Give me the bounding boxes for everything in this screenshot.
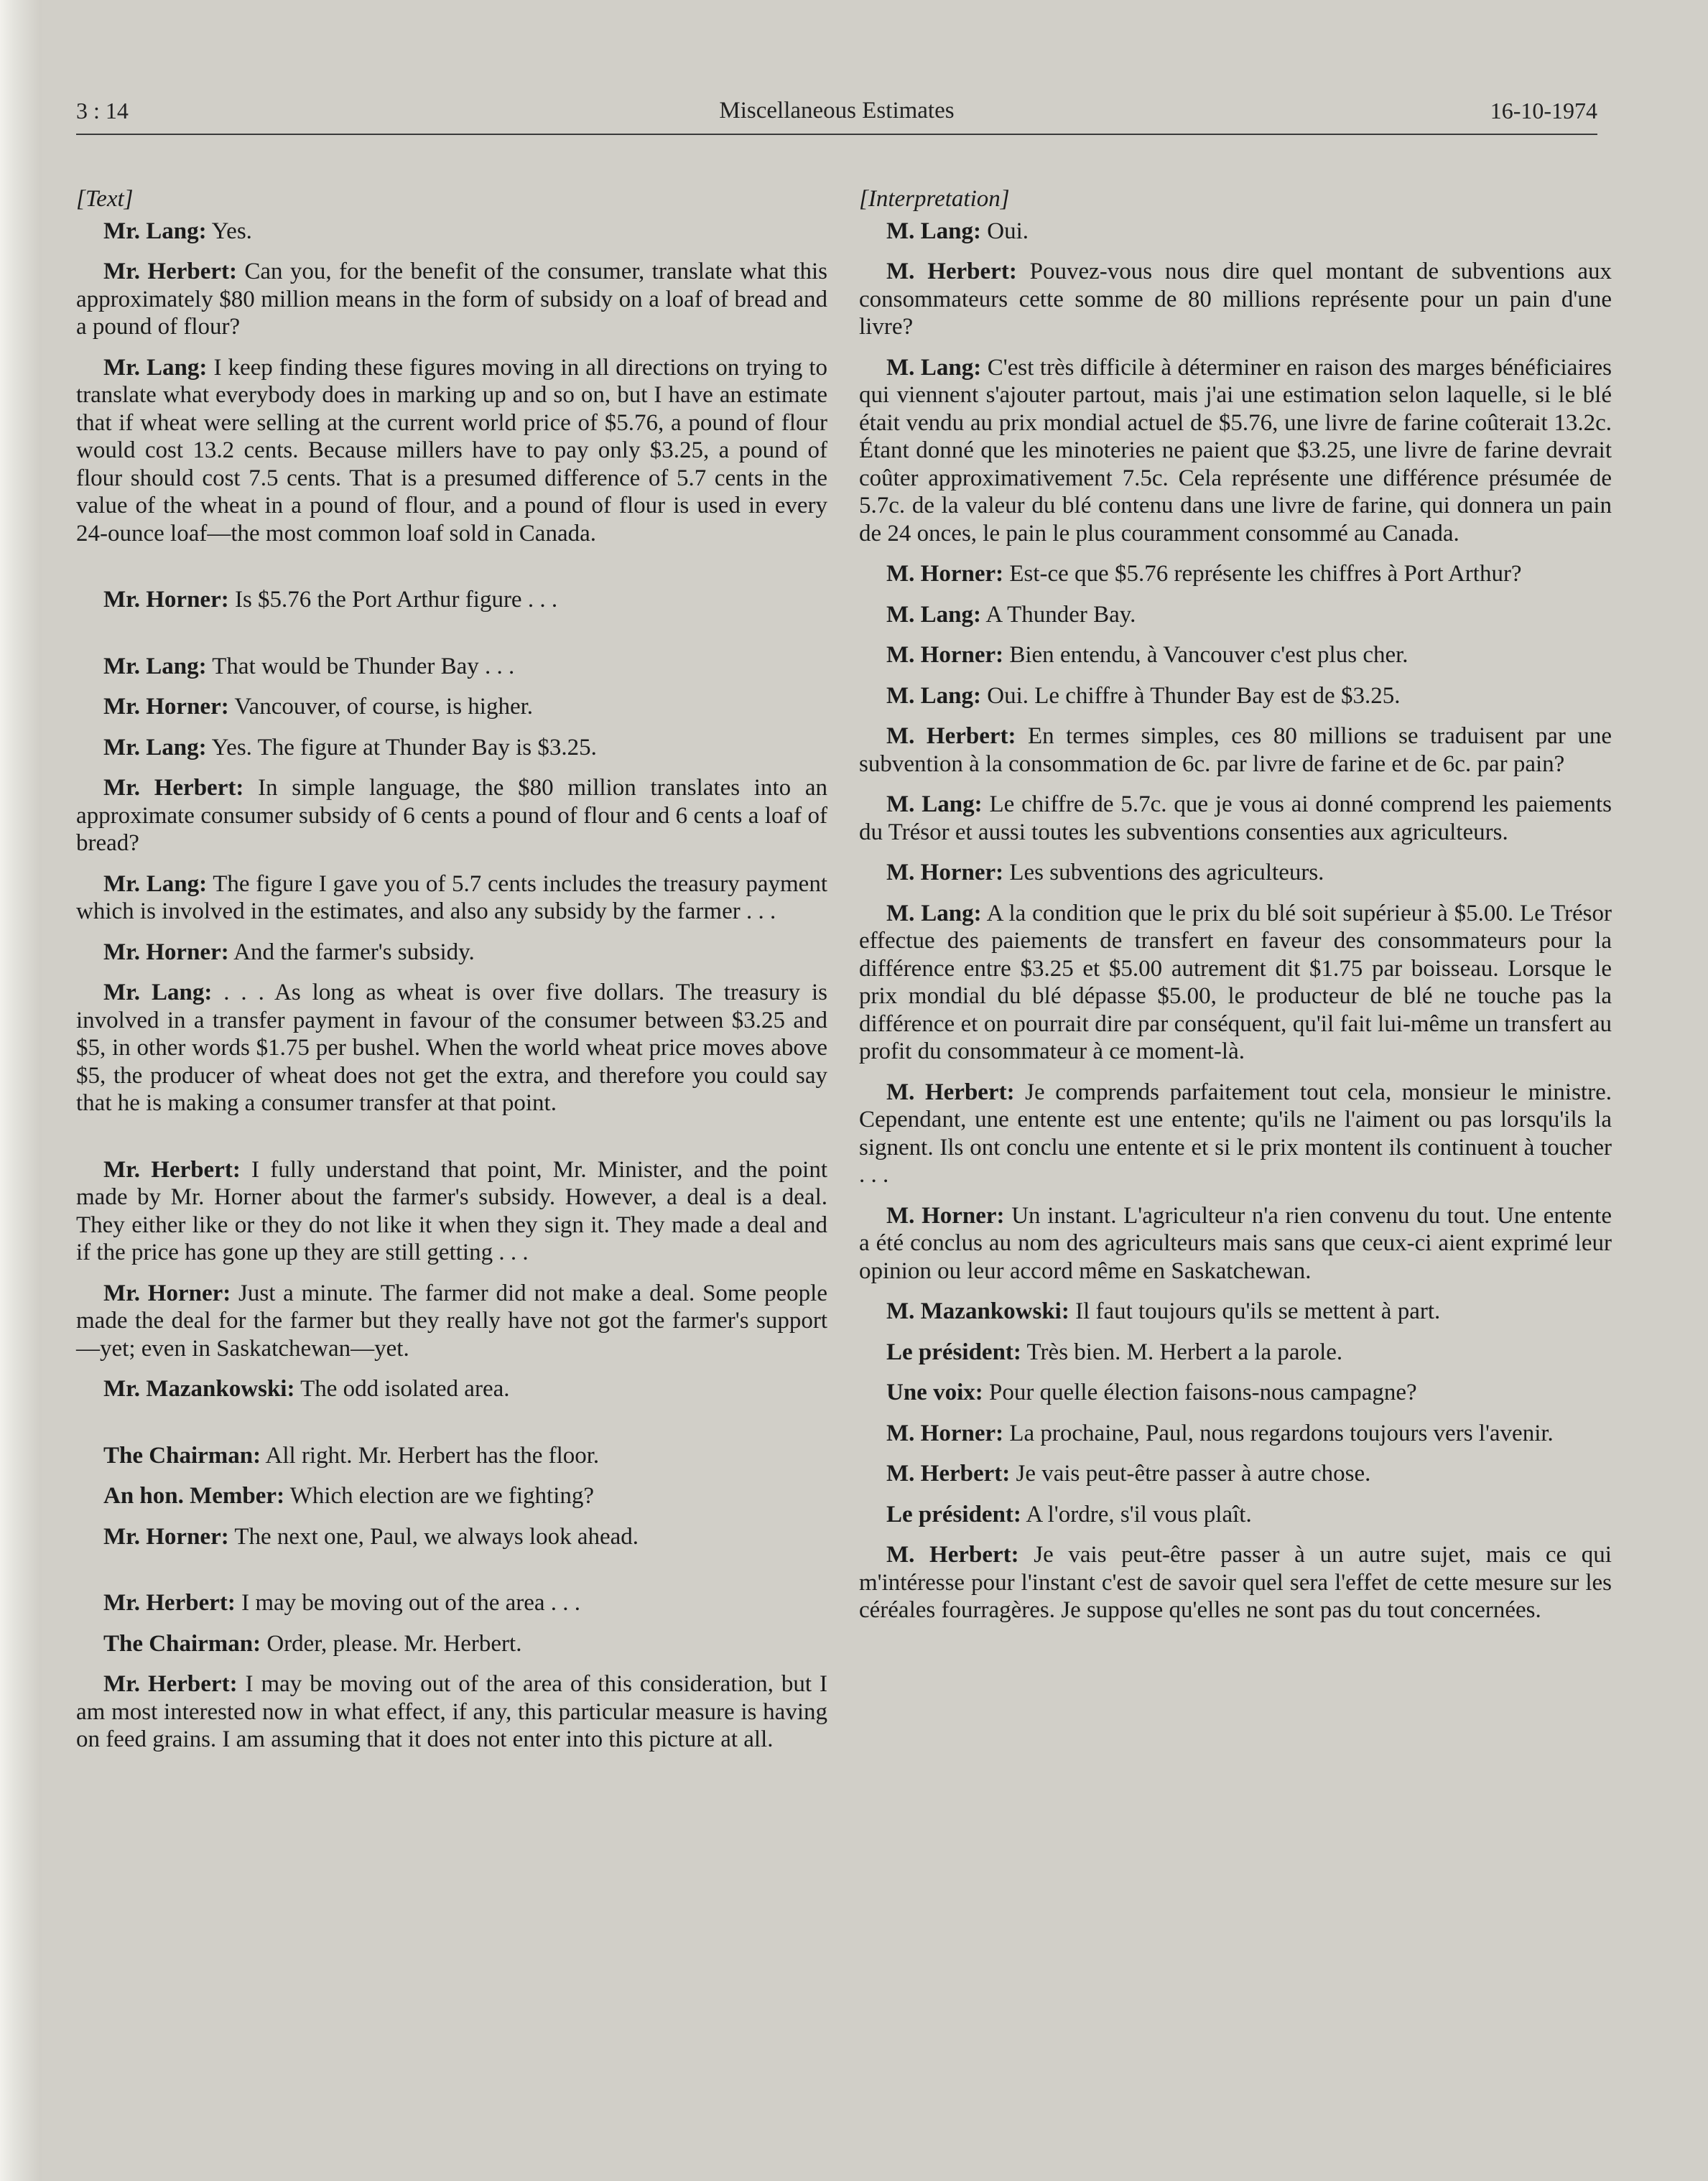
speech-text: Just a minute. The farmer did not make a deal. Some people made the deal for the farmer but they really have not got the farmer's support—yet; even in Saskatchewan—yet. xyxy=(76,1280,827,1362)
speech-text: Yes. xyxy=(206,218,252,244)
french-column xyxy=(859,185,1612,1637)
speaker-name: Mr. Horner: xyxy=(103,939,229,965)
speech-paragraph xyxy=(859,601,1612,629)
page-number: 3 : 14 xyxy=(76,98,129,124)
speech-text: Bien entendu, à Vancouver c'est plus cher. xyxy=(1003,642,1408,668)
speech-text: A l'ordre, s'il vous plaît. xyxy=(1021,1501,1252,1527)
speech-paragraph xyxy=(76,258,827,341)
speech-text: Oui. Le chiffre à Thunder Bay est de $3.25. xyxy=(981,682,1401,709)
speaker-name: M. Horner: xyxy=(886,1420,1004,1446)
speech-paragraph xyxy=(76,1156,827,1267)
speech-paragraph xyxy=(859,1541,1612,1624)
speech-paragraph xyxy=(76,218,827,246)
speech-text: Yes. The figure at Thunder Bay is $3.25. xyxy=(206,734,597,761)
running-title: Miscellaneous Estimates xyxy=(719,98,955,124)
speaker-name: M. Herbert: xyxy=(886,723,1016,749)
speech-text: I keep finding these figures moving in all directions on trying to translate what everybody does in marking up and so on, but I have an estimate that if wheat were selling at the current world price of $5.76, a pound of flour would cost 13.2 cents. Because millers have to pay only $3.25, a pound of flour should cost 7.5 cents. That is a presumed difference of 5.7 cents in the value of the wheat in a pound of flour, and a pound of flour is used in every 24-ounce loaf—the most common loaf sold in Canada. xyxy=(76,354,827,547)
speaker-name: M. Herbert: xyxy=(886,1079,1015,1105)
speaker-name: Mr. Lang: xyxy=(103,354,208,381)
speech-paragraph xyxy=(76,1523,827,1551)
speech-text: Oui. xyxy=(981,218,1029,244)
speech-text: En termes simples, ces 80 millions se traduisent par une subvention à la consommation de 6c. par livre de farine et de 6c. par pain? xyxy=(859,723,1612,777)
speech-paragraph xyxy=(76,1670,827,1754)
speech-paragraph xyxy=(76,1280,827,1363)
speech-paragraph xyxy=(859,1460,1612,1488)
speech-text: Which election are we fighting? xyxy=(284,1483,595,1509)
speaker-name: M. Lang: xyxy=(886,354,982,381)
speaker-name: Mr. Lang: xyxy=(103,980,213,1005)
speech-text: The figure I gave you of 5.7 cents includes the treasury payment which is involved in the estimates, and also any subsidy by the farmer . . . xyxy=(76,870,827,924)
header-date: 16-10-1974 xyxy=(1490,98,1597,124)
speech-text: A Thunder Bay. xyxy=(981,601,1136,628)
speech-paragraph xyxy=(859,722,1612,778)
speech-text: I fully understand that point, Mr. Minister, and the point made by Mr. Horner about the farmer's subsidy. However, a deal is a deal. They either like or they do not like it when they sign it. They made a deal and if the price has gone up they are still getting . . . xyxy=(76,1156,827,1265)
speaker-name: Mr. Horner: xyxy=(103,587,229,613)
speaker-name: M. Horner: xyxy=(886,561,1004,587)
speech-paragraph xyxy=(859,682,1612,710)
speech-paragraph xyxy=(76,979,827,1117)
language-label-interpretation: [Interpretation] xyxy=(859,186,1010,212)
speech-text: Très bien. M. Herbert a la parole. xyxy=(1021,1339,1343,1365)
speech-paragraph xyxy=(76,653,827,681)
speech-text: Je vais peut-être passer à autre chose. xyxy=(1010,1461,1371,1487)
speech-text: La prochaine, Paul, nous regardons toujours vers l'avenir. xyxy=(1003,1420,1554,1446)
speech-paragraph xyxy=(76,1482,827,1510)
speech-paragraph xyxy=(859,1339,1612,1367)
speech-paragraph xyxy=(859,1298,1612,1326)
speaker-name: M. Lang: xyxy=(886,791,983,817)
speaker-name: Mr. Lang: xyxy=(103,870,208,897)
speech-paragraph xyxy=(859,859,1612,887)
speech-text: I may be moving out of the area . . . xyxy=(235,1590,581,1616)
speaker-name: M. Horner: xyxy=(886,1202,1005,1229)
speech-paragraph xyxy=(76,870,827,926)
page-binding-edge xyxy=(0,0,42,2181)
speech-paragraph xyxy=(859,1379,1612,1407)
speech-text: All right. Mr. Herbert has the floor. xyxy=(261,1442,600,1469)
speech-text: . . . As long as wheat is over five dollars. The treasury is involved in a transfer payment in favour of the consumer between $3.25 and $5, in other words $1.75 per bushel. When the world wheat price moves above $5, the producer of wheat does not get the extra, and therefore you could say that he is making a consumer transfer at that point. xyxy=(76,980,827,1116)
speaker-name: M. Lang: xyxy=(886,900,982,926)
speaker-name: Mr. Lang: xyxy=(103,734,207,761)
speech-paragraph xyxy=(859,560,1612,588)
speech-paragraph xyxy=(859,1501,1612,1529)
speech-paragraph xyxy=(859,1420,1612,1448)
speaker-name: M. Lang: xyxy=(886,601,981,628)
speech-paragraph xyxy=(859,258,1612,341)
speech-paragraph xyxy=(76,693,827,721)
speaker-name: Mr. Herbert: xyxy=(103,1590,236,1616)
speaker-name: Une voix: xyxy=(886,1380,983,1405)
speaker-name: M. Horner: xyxy=(886,642,1004,668)
speaker-name: Le président: xyxy=(886,1339,1021,1365)
speaker-name: M. Herbert: xyxy=(886,259,1017,284)
speech-text: Je vais peut-être passer à un autre sujet, mais ce qui m'intéresse pour l'instant c'est de savoir quel sera l'effet de cette mesure sur les céréales fourragères. Je suppose qu'elles ne sont pas du tout concernées. xyxy=(859,1542,1612,1623)
speech-paragraph xyxy=(859,1202,1612,1285)
speaker-name: Mr. Herbert: xyxy=(103,1671,238,1697)
speaker-name: M. Lang: xyxy=(886,682,981,709)
speaker-name: Mr. Horner: xyxy=(103,1280,231,1306)
speech-paragraph xyxy=(76,1442,827,1470)
speaker-name: The Chairman: xyxy=(103,1442,261,1469)
speech-paragraph xyxy=(859,218,1612,246)
speech-text: That would be Thunder Bay . . . xyxy=(206,653,515,679)
page-header xyxy=(76,93,1597,134)
speaker-name: M. Lang: xyxy=(886,218,981,244)
speech-text: And the farmer's subsidy. xyxy=(228,939,475,965)
speech-paragraph xyxy=(76,586,827,614)
speech-paragraph xyxy=(76,734,827,762)
speech-text: Order, please. Mr. Herbert. xyxy=(261,1630,522,1657)
speech-text: Je comprends parfaitement tout cela, monsieur le ministre. Cependant, une entente est une entente; qu'ils ne l'aiment ou pas lorsqu'ils la signent. Ils ont conclu une entente et si le prix montent ils continuent à toucher . . . xyxy=(859,1079,1612,1188)
speech-paragraph xyxy=(76,939,827,967)
speech-paragraph xyxy=(859,641,1612,669)
speech-text: Le chiffre de 5.7c. que je vous ai donné comprend les paiements du Trésor et aussi toutes les subventions consenties aux agriculteurs. xyxy=(859,791,1612,845)
language-label-text: [Text] xyxy=(76,186,134,212)
speaker-name: Le président: xyxy=(886,1501,1021,1527)
speaker-name: An hon. Member: xyxy=(103,1483,285,1509)
speaker-name: Mr. Herbert: xyxy=(103,775,244,801)
speech-text: Les subventions des agriculteurs. xyxy=(1003,860,1324,885)
speech-paragraph xyxy=(76,774,827,857)
speech-text: I may be moving out of the area of this consideration, but I am most interested now in what effect, if any, this particular measure is having on feed grains. I am assuming that it does not enter into this picture at all. xyxy=(76,1671,827,1752)
speech-text: The next one, Paul, we always look ahead. xyxy=(228,1523,639,1550)
speech-paragraph xyxy=(859,900,1612,1066)
speaker-name: M. Herbert: xyxy=(886,1542,1019,1568)
speech-text: Il faut toujours qu'ils se mettent à part. xyxy=(1069,1298,1441,1324)
speech-paragraph xyxy=(76,1375,827,1403)
speaker-name: Mr. Horner: xyxy=(103,694,229,720)
speech-paragraph xyxy=(76,1630,827,1658)
speaker-name: Mr. Horner: xyxy=(103,1523,229,1550)
speech-text: Vancouver, of course, is higher. xyxy=(228,694,534,720)
speech-paragraph xyxy=(859,354,1612,548)
speech-text: Pouvez-vous nous dire quel montant de subventions aux consommateurs cette somme de 80 millions représente pour un pain d'une livre? xyxy=(859,259,1612,340)
speaker-name: Mr. Lang: xyxy=(103,653,207,679)
speaker-name: M. Herbert: xyxy=(886,1461,1011,1487)
speech-paragraph xyxy=(859,1079,1612,1189)
speech-paragraph xyxy=(76,1589,827,1617)
speech-text: C'est très difficile à déterminer en raison des marges bénéficiaires qui viennent s'ajouter partout, mais j'ai une estimation selon laquelle, si le blé était vendu au prix mondial actuel de $5.76, une livre de farine coûterait 13.2c. Étant donné que les minoteries ne paient que $3.25, une livre de farine devrait coûter approximativement 7.5c. Cela représente une différence présumée de 5.7c. de la valeur du blé contenu dans une livre de farine, qui donnera un pain de 24 onces, le pain le plus couramment consommé au Canada. xyxy=(859,354,1612,547)
speaker-name: Mr. Herbert: xyxy=(103,259,237,284)
english-column xyxy=(76,185,827,1767)
speech-text: Est-ce que $5.76 représente les chiffres à Port Arthur? xyxy=(1003,561,1522,587)
header-rule xyxy=(76,134,1597,135)
speech-paragraph xyxy=(859,791,1612,846)
speaker-name: The Chairman: xyxy=(103,1630,261,1657)
speech-text: Un instant. L'agriculteur n'a rien convenu du tout. Une entente a été conclus au nom des agriculteurs mais sans que ceux-ci aient exprimé leur opinion ou leur accord même en Saskatchewan. xyxy=(859,1202,1612,1284)
speech-text: Can you, for the benefit of the consumer, translate what this approximately $80 million means in the form of subsidy on a loaf of bread and a pound of flour? xyxy=(76,259,828,340)
speech-text: A la condition que le prix du blé soit supérieur à $5.00. Le Trésor effectue des paiements de transfert en faveur des consommateurs pour la différence entre $3.25 et $5.00 autrement dit $1.75 par boisseau. Lorsque le prix mondial du blé dépasse $5.00, le producteur de blé ne touche pas la différence et on pourrait dire par conséquent, qu'il fait lui-même un transfert au profit du consommateur à ce moment-là. xyxy=(859,900,1612,1064)
speech-text: Is $5.76 the Port Arthur figure . . . xyxy=(228,587,558,613)
speech-text: The odd isolated area. xyxy=(294,1376,510,1402)
speech-text: In simple language, the $80 million translates into an approximate consumer subsidy of 6 cents a pound of flour and 6 cents a loaf of bread? xyxy=(76,775,828,856)
speaker-name: M. Mazankowski: xyxy=(886,1298,1069,1324)
speaker-name: Mr. Herbert: xyxy=(103,1156,241,1183)
speaker-name: Mr. Mazankowski: xyxy=(103,1376,295,1402)
speaker-name: Mr. Lang: xyxy=(103,218,207,244)
speech-paragraph xyxy=(76,354,827,548)
speech-text: Pour quelle élection faisons-nous campagne? xyxy=(983,1380,1417,1405)
speaker-name: M. Horner: xyxy=(886,860,1004,885)
